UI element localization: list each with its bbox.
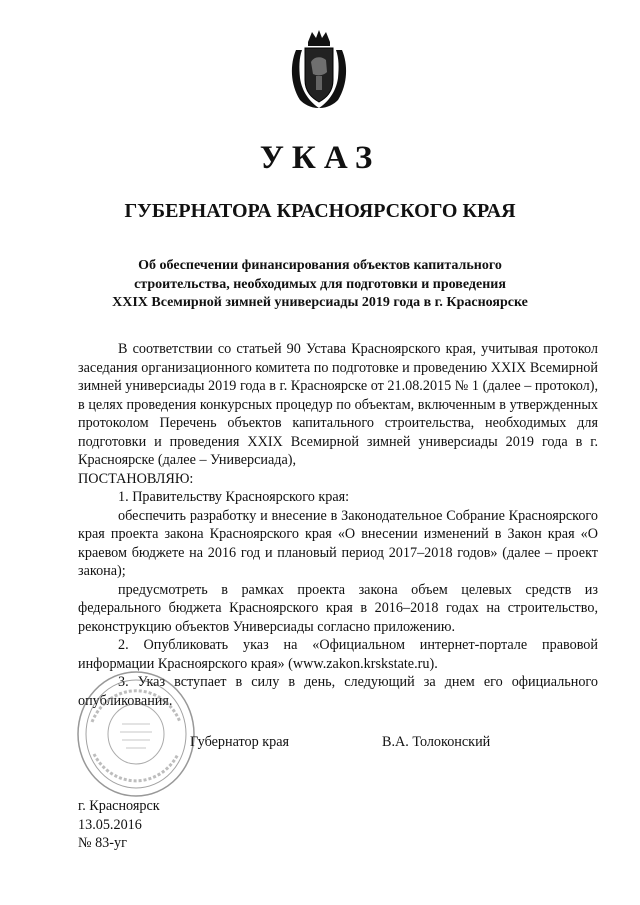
official-seal-stamp bbox=[72, 662, 200, 804]
decree-number: № 83-уг bbox=[78, 835, 127, 851]
body-paragraph: обеспечить разработку и внесение в Законодательное Собрание Красноярского края проекта закона Красноярского края «О внесении изменений в Закон края «О краевом бюджете на 2016 год и плановый период 2017–2018 годов» (далее – проект закона); bbox=[78, 507, 598, 579]
body-paragraph: В соответствии со статьей 90 Устава Красноярского края, учитывая протокол заседания организационного комитета по подготовке и проведению XXIX Всемирной зимней универсиады 2019 года в г. Красноярске от 21.08.2015 № 1 (далее – протокол), в целях проведения конкурсных процедур по объектам, включенным в утвержденных протоколом Перечень объектов капитального строительства, необходимых для подготовки и проведения XXIX Всемирной зимней универсиады 2019 года в г. Красноярске (далее – Универсиада), bbox=[78, 341, 598, 468]
body-paragraph: 3. Указ вступает в силу в день, следующий за днем его официального опубликования. bbox=[78, 674, 598, 709]
decree-subject bbox=[80, 257, 560, 313]
signatory-title: Губернатор края bbox=[190, 734, 290, 750]
decree-body bbox=[78, 340, 598, 710]
issue-city: г. Красноярск bbox=[78, 798, 160, 814]
body-paragraph: 1. Правительству Красноярского края: bbox=[118, 489, 350, 505]
subject-line: строительства, необходимых для подготовки и проведения bbox=[134, 276, 506, 292]
signatory-name: В.А. Толоконский bbox=[382, 734, 491, 750]
subject-line: XXIX Всемирной зимней универсиады 2019 года в г. Красноярске bbox=[112, 295, 528, 310]
body-paragraph: 2. Опубликовать указ на «Официальном интернет-портале правовой информации Красноярского края» (www.zakon.krskstate.ru). bbox=[78, 637, 598, 672]
decree-title: УКАЗ bbox=[259, 140, 381, 176]
issue-date: 13.05.2016 bbox=[78, 816, 142, 833]
decree-footer bbox=[78, 797, 160, 853]
subject-line: Об обеспечении финансирования объектов капитального bbox=[138, 258, 502, 273]
coat-of-arms-emblem bbox=[286, 28, 352, 110]
decree-issuer: ГУБЕРНАТОРА КРАСНОЯРСКОГО КРАЯ bbox=[124, 200, 516, 222]
body-paragraph: предусмотреть в рамках проекта закона объем целевых средств из федерального бюджета Красноярского края в 2016–2018 годах на строительство, реконструкцию объектов Универсиады согласно приложению. bbox=[78, 581, 598, 635]
body-paragraph: ПОСТАНОВЛЯЮ: bbox=[78, 470, 194, 487]
